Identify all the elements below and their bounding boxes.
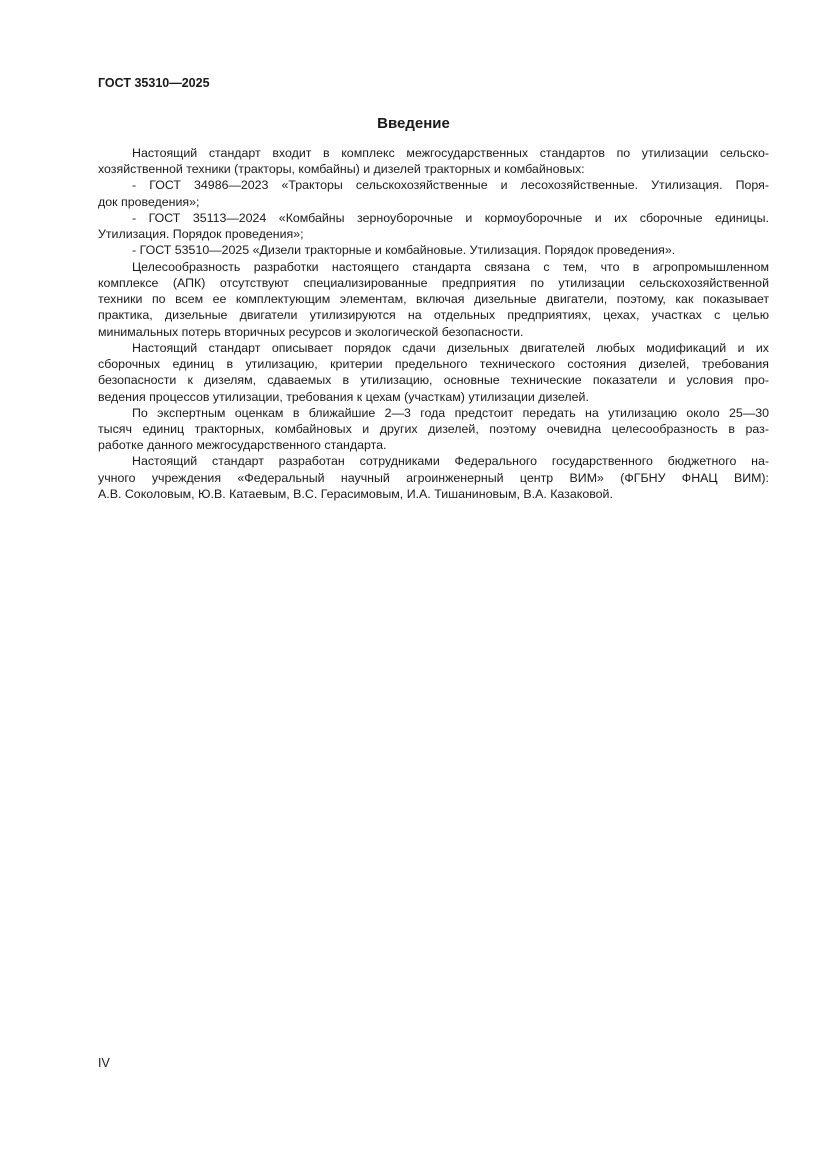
body-line: По экспертным оценкам в ближайшие 2—3 года предстоит передать на утилизацию около 25—30 xyxy=(132,405,769,420)
introduction-body xyxy=(98,145,769,502)
body-line: - ГОСТ 35113—2024 «Комбайны зерноуборочные и кормоуборочные и их сборочные единицы. xyxy=(132,210,769,225)
body-line: Утилизация. Порядок проведения»; xyxy=(98,227,304,242)
body-line: Настоящий стандарт описывает порядок сдачи дизельных двигателей любых модификаций и их xyxy=(132,340,769,355)
body-line: сборочных единиц в утилизацию, критерии предельного технического состояния дизелей, требования xyxy=(98,357,769,372)
body-line: практика, дизельные двигатели утилизируются на отдельных предприятиях, цехах, участках с целью xyxy=(98,308,769,323)
body-line: А.В. Соколовым, Ю.В. Катаевым, В.С. Герасимовым, И.А. Тишаниновым, В.А. Казаковой. xyxy=(98,486,613,501)
body-line: тысяч единиц тракторных, комбайновых и других дизелей, поэтому очевидна целесообразность в раз- xyxy=(98,421,769,436)
body-line: хозяйственной техники (тракторы, комбайны) и дизелей тракторных и комбайновых: xyxy=(98,162,585,177)
body-line: - ГОСТ 53510—2025 «Дизели тракторные и комбайновые. Утилизация. Порядок проведения». xyxy=(132,243,676,258)
body-line: безопасности к дизелям, сдаваемых в утилизацию, основные технические показатели и условия про- xyxy=(98,373,769,388)
body-line: Целесообразность разработки настоящего стандарта связана с тем, что в агропромышленном xyxy=(132,259,769,274)
body-line: комплексе (АПК) отсутствуют специализированные предприятия по утилизации сельскохозяйственной xyxy=(98,275,769,290)
standard-designation: ГОСТ 35310—2025 xyxy=(98,76,210,90)
body-line: учного учреждения «Федеральный научный агроинженерный центр ВИМ» (ФГБНУ ФНАЦ ВИМ): xyxy=(98,470,769,485)
body-line: работке данного межгосударственного стандарта. xyxy=(98,438,387,453)
body-line: ведения процессов утилизации, требования к цехам (участкам) утилизации дизелей. xyxy=(98,389,589,404)
body-line: док проведения»; xyxy=(98,194,200,209)
section-title: Введение xyxy=(377,115,450,132)
body-line: техники по всем ее комплектующим элементам, включая дизельные двигатели, поэтому, как показывает xyxy=(98,292,769,307)
body-line: Настоящий стандарт входит в комплекс межгосударственных стандартов по утилизации сельско- xyxy=(132,146,769,160)
body-line: минимальных потерь вторичных ресурсов и экологической безопасности. xyxy=(98,324,524,339)
page-number: IV xyxy=(98,1056,110,1070)
body-line: - ГОСТ 34986—2023 «Тракторы сельскохозяйственные и лесохозяйственные. Утилизация. Поря- xyxy=(132,178,769,193)
body-line: Настоящий стандарт разработан сотрудниками Федерального государственного бюджетного на- xyxy=(132,454,769,469)
